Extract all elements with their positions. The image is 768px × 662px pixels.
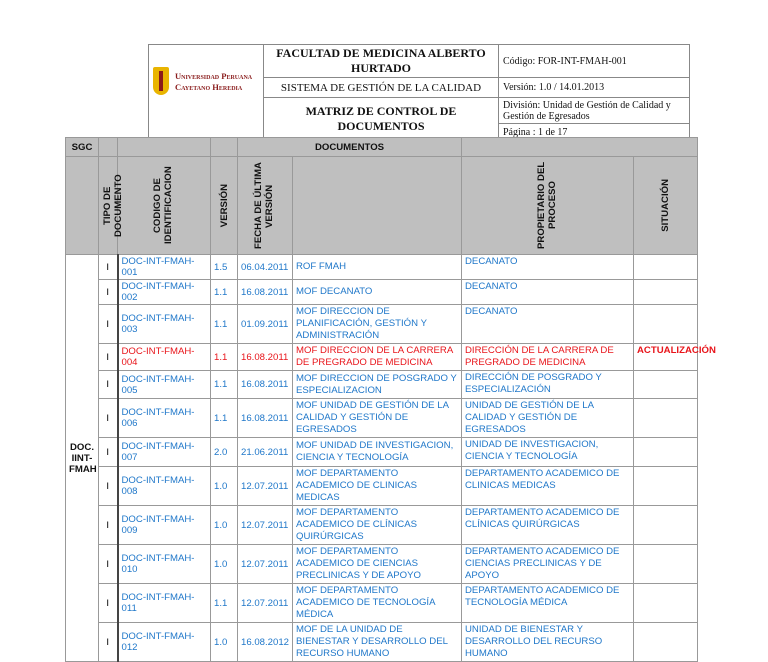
fecha-cell: 01.09.2011 bbox=[238, 305, 293, 344]
propietario-cell: UNIDAD DE BIENESTAR Y DESARROLLO DEL RECURSO HUMANO bbox=[462, 623, 634, 662]
tipo-cell: I bbox=[99, 467, 118, 506]
situacion-cell bbox=[634, 399, 698, 438]
version-cell: 1.5 bbox=[211, 255, 238, 280]
faculty-name: FACULTAD DE MEDICINA ALBERTO HURTADO bbox=[264, 45, 499, 78]
group-sgc: SGC bbox=[66, 138, 99, 157]
propietario-cell: UNIDAD DE INVESTIGACION, CIENCIA Y TECNOLOGÍA bbox=[462, 438, 634, 467]
documento-cell: ROF FMAH bbox=[293, 255, 462, 280]
doc-division: División: Unidad de Gestión de Calidad y Gestión de Egresados bbox=[499, 98, 690, 124]
propietario-cell: DECANATO bbox=[462, 255, 634, 280]
codigo-cell: DOC-INT-FMAH-012 bbox=[118, 623, 211, 662]
propietario-cell: UNIDAD DE GESTIÓN DE LA CALIDAD Y GESTIÓN DE EGRESADOS bbox=[462, 399, 634, 438]
tipo-cell: I bbox=[99, 506, 118, 545]
shield-icon bbox=[153, 67, 169, 95]
documento-cell: MOF DEPARTAMENTO ACADEMICO DE CIENCIAS PRECLINICAS Y DE APOYO bbox=[293, 545, 462, 584]
fecha-cell: 21.06.2011 bbox=[238, 438, 293, 467]
codigo-cell: DOC-INT-FMAH-001 bbox=[118, 255, 211, 280]
version-cell: 1.0 bbox=[211, 467, 238, 506]
tipo-cell: I bbox=[99, 584, 118, 623]
table-row bbox=[66, 506, 698, 545]
doc-title: MATRIZ DE CONTROL DE DOCUMENTOS bbox=[264, 98, 499, 141]
documento-cell: MOF DEPARTAMENTO ACADEMICO DE CLINICAS MEDICAS bbox=[293, 467, 462, 506]
tipo-cell: I bbox=[99, 399, 118, 438]
documents-table bbox=[65, 137, 716, 662]
situacion-cell bbox=[634, 545, 698, 584]
documento-cell: MOF DECANATO bbox=[293, 280, 462, 305]
tipo-cell: I bbox=[99, 344, 118, 371]
version-cell: 1.1 bbox=[211, 371, 238, 399]
propietario-cell: DEPARTAMENTO ACADEMICO DE CLÍNICAS QUIRÚRGICAS bbox=[462, 506, 634, 545]
codigo-cell: DOC-INT-FMAH-002 bbox=[118, 280, 211, 305]
version-cell: 1.0 bbox=[211, 506, 238, 545]
propietario-cell: DEPARTAMENTO ACADEMICO DE CIENCIAS PRECLINICAS Y DE APOYO bbox=[462, 545, 634, 584]
col-documento bbox=[293, 157, 462, 255]
fecha-cell: 12.07.2011 bbox=[238, 545, 293, 584]
table-row bbox=[66, 371, 698, 399]
situacion-cell bbox=[634, 305, 698, 344]
version-cell: 1.0 bbox=[211, 623, 238, 662]
col-propietario: PROPIETARIO DEL PROCESO bbox=[535, 161, 558, 250]
codigo-cell: DOC-INT-FMAH-010 bbox=[118, 545, 211, 584]
propietario-cell: DIRECCIÓN DE POSGRADO Y ESPECIALIZACIÓN bbox=[462, 371, 634, 399]
situacion-cell bbox=[634, 467, 698, 506]
documento-cell: MOF DIRECCION DE POSGRADO Y ESPECIALIZACION bbox=[293, 371, 462, 399]
table-row bbox=[66, 280, 698, 305]
fecha-cell: 12.07.2011 bbox=[238, 584, 293, 623]
table-row bbox=[66, 255, 698, 280]
situacion-cell bbox=[634, 506, 698, 545]
fecha-cell: 12.07.2011 bbox=[238, 467, 293, 506]
documento-cell: MOF DEPARTAMENTO ACADEMICO DE TECNOLOGÍA MÉDICA bbox=[293, 584, 462, 623]
fecha-cell: 16.08.2011 bbox=[238, 399, 293, 438]
codigo-cell: DOC-INT-FMAH-004 bbox=[118, 344, 211, 371]
col-tipo: TIPO DE DOCUMENTO bbox=[102, 174, 124, 237]
tipo-cell: I bbox=[99, 371, 118, 399]
table-row bbox=[66, 305, 698, 344]
propietario-cell: DEPARTAMENTO ACADEMICO DE TECNOLOGÍA MÉDICA bbox=[462, 584, 634, 623]
fecha-cell: 16.08.2011 bbox=[238, 280, 293, 305]
col-fecha: FECHA DE ÚLTIMA VERSIÓN bbox=[253, 162, 275, 249]
version-cell: 1.1 bbox=[211, 305, 238, 344]
university-name: Universidad Peruana Cayetano Heredia bbox=[175, 71, 253, 92]
tipo-cell: I bbox=[99, 255, 118, 280]
fecha-cell: 16.08.2011 bbox=[238, 344, 293, 371]
codigo-cell: DOC-INT-FMAH-011 bbox=[118, 584, 211, 623]
documento-cell: MOF UNIDAD DE GESTIÓN DE LA CALIDAD Y GESTIÓN DE EGRESADOS bbox=[293, 399, 462, 438]
doc-code: Código: FOR-INT-FMAH-001 bbox=[499, 45, 690, 78]
situacion-cell bbox=[634, 584, 698, 623]
col-situacion: SITUACIÓN bbox=[660, 179, 671, 232]
col-version: VERSIÓN bbox=[218, 183, 230, 228]
propietario-cell: DECANATO bbox=[462, 305, 634, 344]
fecha-cell: 16.08.2012 bbox=[238, 623, 293, 662]
version-cell: 1.1 bbox=[211, 280, 238, 305]
doc-page: Página : 1 de 17 bbox=[499, 124, 690, 141]
version-cell: 1.1 bbox=[211, 584, 238, 623]
table-row bbox=[66, 623, 698, 662]
table-row bbox=[66, 438, 698, 467]
fecha-cell: 16.08.2011 bbox=[238, 371, 293, 399]
version-cell: 1.1 bbox=[211, 344, 238, 371]
codigo-cell: DOC-INT-FMAH-009 bbox=[118, 506, 211, 545]
codigo-cell: DOC-INT-FMAH-007 bbox=[118, 438, 211, 467]
documento-cell: MOF DEPARTAMENTO ACADEMICO DE CLÍNICAS QUIRÚRGICAS bbox=[293, 506, 462, 545]
sgc-cell: DOC. IINT-FMAH bbox=[66, 255, 99, 662]
table-row bbox=[66, 344, 698, 371]
table-row bbox=[66, 584, 698, 623]
university-logo bbox=[149, 45, 264, 141]
tipo-cell: I bbox=[99, 305, 118, 344]
group-documentos: DOCUMENTOS bbox=[238, 138, 462, 157]
situacion-cell bbox=[634, 438, 698, 467]
document-header bbox=[148, 44, 690, 141]
situacion-cell bbox=[634, 280, 698, 305]
situacion-cell bbox=[634, 623, 698, 662]
propietario-cell: DEPARTAMENTO ACADEMICO DE CLINICAS MEDICAS bbox=[462, 467, 634, 506]
tipo-cell: I bbox=[99, 438, 118, 467]
col-codigo: CODIGO DE IDENTIFICACION bbox=[152, 166, 174, 245]
codigo-cell: DOC-INT-FMAH-003 bbox=[118, 305, 211, 344]
propietario-cell: DIRECCIÓN DE LA CARRERA DE PREGRADO DE MEDICINA bbox=[462, 344, 634, 371]
table-row bbox=[66, 399, 698, 438]
documento-cell: MOF DE LA UNIDAD DE BIENESTAR Y DESARROLLO DEL RECURSO HUMANO bbox=[293, 623, 462, 662]
version-cell: 2.0 bbox=[211, 438, 238, 467]
situacion-cell bbox=[634, 371, 698, 399]
system-name: SISTEMA DE GESTIÓN DE LA CALIDAD bbox=[264, 78, 499, 98]
documento-cell: MOF DIRECCION DE PLANIFICACIÓN, GESTIÓN Y ADMINISTRACIÓN bbox=[293, 305, 462, 344]
tipo-cell: I bbox=[99, 545, 118, 584]
version-cell: 1.1 bbox=[211, 399, 238, 438]
tipo-cell: I bbox=[99, 280, 118, 305]
doc-version: Versión: 1.0 / 14.01.2013 bbox=[499, 78, 690, 98]
table-row bbox=[66, 467, 698, 506]
documento-cell: MOF DIRECCION DE LA CARRERA DE PREGRADO DE MEDICINA bbox=[293, 344, 462, 371]
tipo-cell: I bbox=[99, 623, 118, 662]
propietario-cell: DECANATO bbox=[462, 280, 634, 305]
documento-cell: MOF UNIDAD DE INVESTIGACION, CIENCIA Y TECNOLOGÍA bbox=[293, 438, 462, 467]
fecha-cell: 12.07.2011 bbox=[238, 506, 293, 545]
codigo-cell: DOC-INT-FMAH-006 bbox=[118, 399, 211, 438]
situacion-cell bbox=[634, 255, 698, 280]
table-row bbox=[66, 545, 698, 584]
fecha-cell: 06.04.2011 bbox=[238, 255, 293, 280]
codigo-cell: DOC-INT-FMAH-008 bbox=[118, 467, 211, 506]
situacion-cell: ACTUALIZACIÓN bbox=[634, 344, 698, 371]
codigo-cell: DOC-INT-FMAH-005 bbox=[118, 371, 211, 399]
version-cell: 1.0 bbox=[211, 545, 238, 584]
